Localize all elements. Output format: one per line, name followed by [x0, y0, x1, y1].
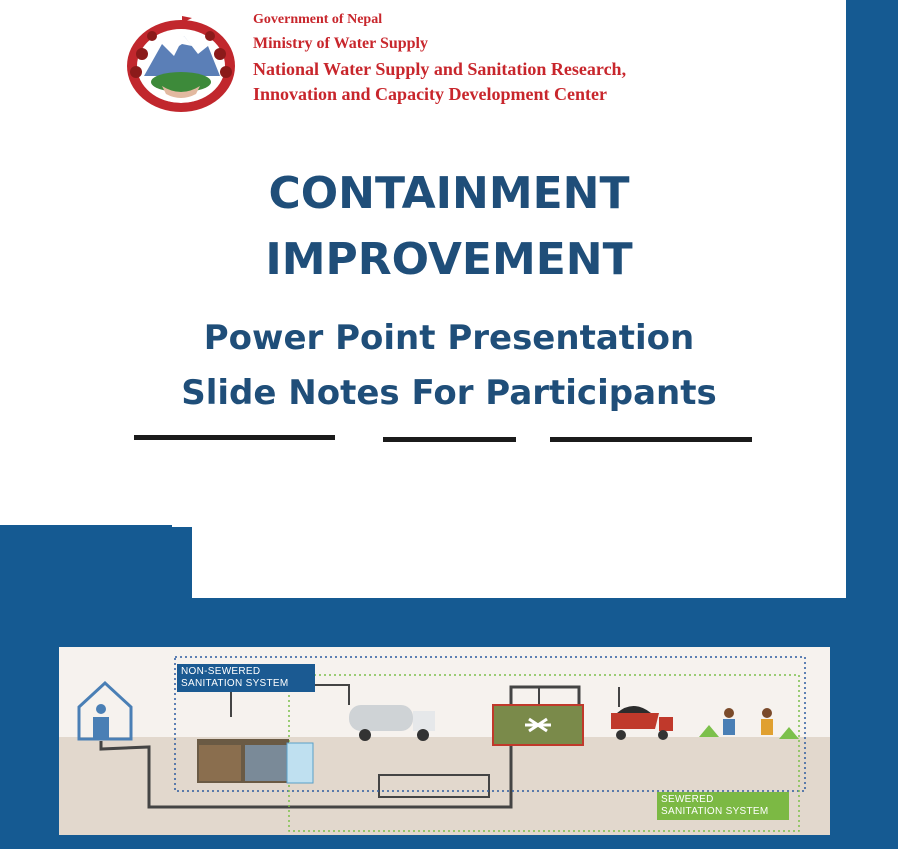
dump-truck-icon	[611, 706, 673, 740]
subtitle-line2: Slide Notes For Participants	[181, 373, 717, 413]
header-center-line1: National Water Supply and Sanitation Research,	[253, 59, 627, 79]
divider-left	[134, 435, 335, 440]
septic-tank-icon	[197, 739, 313, 783]
non-sewered-line2: SANITATION SYSTEM	[181, 678, 289, 689]
divider-middle	[383, 437, 516, 442]
main-title-line2: IMPROVEMENT	[265, 234, 633, 285]
sewered-label	[657, 792, 789, 820]
header-government: Government of Nepal	[253, 12, 383, 27]
left-block-notch	[172, 525, 192, 527]
sanitation-illustration	[59, 647, 830, 835]
non-sewered-label	[177, 664, 315, 692]
header-ministry: Ministry of Water Supply	[253, 35, 428, 52]
nepal-emblem	[122, 14, 240, 114]
vacuum-truck-icon	[349, 705, 435, 741]
sewered-line2: SANITATION SYSTEM	[661, 806, 769, 817]
farmers-icon	[699, 708, 799, 739]
main-title-line1: CONTAINMENT	[268, 168, 630, 219]
header-center-line2: Innovation and Capacity Development Center	[253, 84, 607, 104]
treatment-plant-icon	[493, 705, 583, 745]
divider-right	[550, 437, 752, 442]
house-icon	[79, 683, 131, 739]
left-blue-block	[0, 525, 192, 605]
subtitle-line1: Power Point Presentation	[203, 318, 695, 358]
non-sewered-line1: NON-SEWERED	[181, 666, 261, 677]
sewered-line1: SEWERED	[661, 794, 714, 805]
